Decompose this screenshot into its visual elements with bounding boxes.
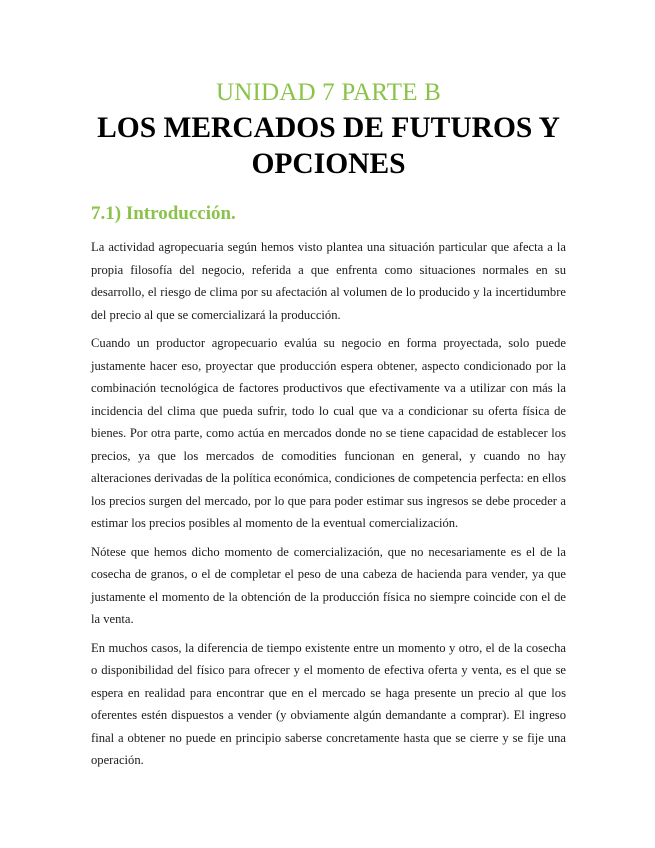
paragraph-1: La actividad agropecuaria según hemos visto plantea una situación particular que afecta a la propia filosofía del negocio, referida a que enfrenta como situaciones normales en su desarrollo, el riesgo de clima por su afectación al volumen de lo producido y la incertidumbre del precio al que se comercializará la producción. (91, 240, 566, 322)
paragraph-2: Cuando un productor agropecuario evalúa su negocio en forma proyectada, solo puede justamente hacer eso, proyectar que producción espera obtener, aspecto condicionado por la combinación tecnológica de factores productivos que efectivamente va a utilizar con más la incidencia del clima que pueda sufrir, todo lo cual que va a condicionar su oferta física de bienes. Por otra parte, como actúa en mercados donde no se tiene capacidad de establecer los precios, ya que los mercados de comodities funcionan en general, y cuando no hay alteraciones derivadas de la política económica, condiciones de competencia perfecta: en ellos los precios surgen del mercado, por lo que para poder estimar sus ingresos se debe proceder a estimar los precios posibles al momento de la eventual comercialización. (91, 336, 566, 530)
unit-label: UNIDAD 7 PARTE B (215, 79, 442, 106)
paragraph-4: En muchos casos, la diferencia de tiempo existente entre un momento y otro, el de la cosecha o disponibilidad del físico para ofrecer y el momento de efectiva oferta y venta, es el que se espera en realidad para encontrar que en el mercado se haga presente un precio al que los oferentes estén dispuestos a vender (y obviamente algún demandante a comprar). El ingreso final a obtener no puede en principio saberse concretamente hasta que se cierre y se fije una operación. (91, 640, 566, 767)
document-page (91, 78, 566, 778)
section-heading: 7.1) Introducción. (91, 203, 236, 224)
page-title: LOS MERCADOS DE FUTUROS Y OPCIONES (97, 112, 560, 180)
paragraph-3: Nótese que hemos dicho momento de comercialización, que no necesariamente es el de la cosecha de granos, o el de completar el peso de una cabeza de hacienda para vender, ya que justamente el momento de la obtención de la producción física no siempre coincide con el de la venta. (91, 544, 566, 626)
